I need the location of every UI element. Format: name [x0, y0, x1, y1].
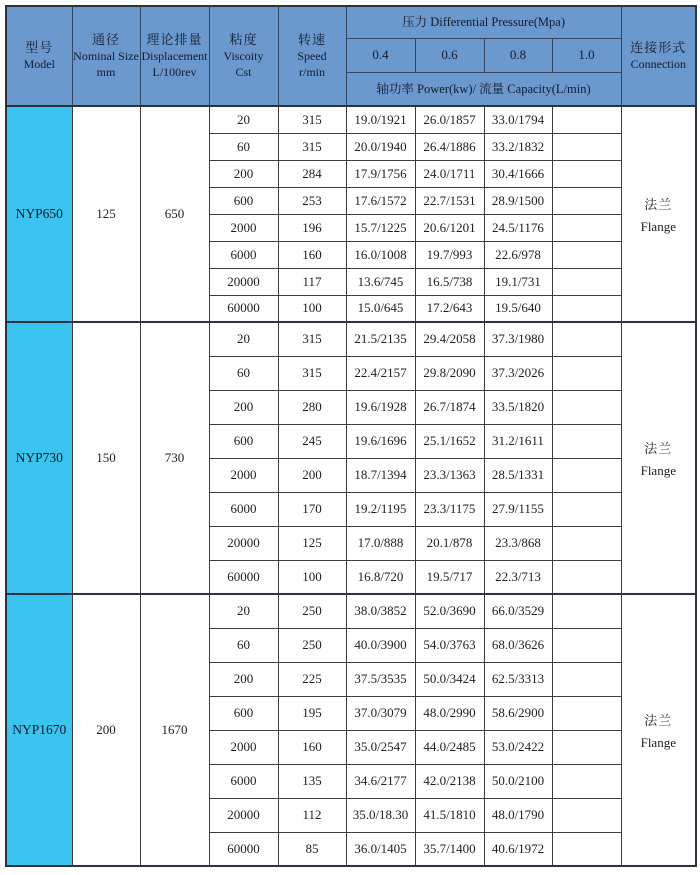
col-header-displacement-en: Displacement	[141, 49, 208, 63]
col-header-nominal-size-en: Nominal Size	[73, 49, 139, 63]
col-header-speed	[278, 6, 346, 106]
viscosity-cell: 2000	[209, 730, 278, 764]
viscosity-cell: 2000	[209, 214, 278, 241]
pressure-0.8-cell: 37.3/2026	[484, 356, 552, 390]
pressure-0.4-cell: 19.0/1921	[346, 106, 415, 133]
viscosity-cell: 20	[209, 594, 278, 628]
pressure-1.0-cell	[552, 696, 621, 730]
pressure-0.8-cell: 23.3/868	[484, 526, 552, 560]
viscosity-cell: 60	[209, 356, 278, 390]
pressure-0.4-cell: 19.6/1928	[346, 390, 415, 424]
viscosity-cell: 60000	[209, 560, 278, 594]
pressure-0.4-cell: 35.0/2547	[346, 730, 415, 764]
col-header-viscosity	[209, 6, 278, 106]
pressure-0.4-cell: 37.0/3079	[346, 696, 415, 730]
col-header-viscosity-unit: Cst	[235, 65, 252, 79]
viscosity-cell: 6000	[209, 492, 278, 526]
speed-cell: 225	[278, 662, 346, 696]
pressure-1.0-cell	[552, 662, 621, 696]
pressure-0.4-cell: 38.0/3852	[346, 594, 415, 628]
pressure-0.4-cell: 15.0/645	[346, 295, 415, 322]
pressure-1.0-cell	[552, 458, 621, 492]
displacement-cell: 1670	[140, 594, 209, 866]
nominal-size-cell: 125	[72, 106, 140, 322]
pressure-0.8-cell: 40.6/1972	[484, 832, 552, 866]
pressure-0.6-cell: 52.0/3690	[415, 594, 484, 628]
viscosity-cell: 20000	[209, 798, 278, 832]
connection-zh: 法兰	[644, 712, 673, 728]
col-header-connection-en: Connection	[630, 57, 686, 71]
pressure-0.6-cell: 22.7/1531	[415, 187, 484, 214]
pressure-value-0.6: 0.6	[415, 38, 484, 72]
model-cell: NYP730	[6, 322, 72, 594]
pressure-1.0-cell	[552, 560, 621, 594]
pressure-0.6-cell: 17.2/643	[415, 295, 484, 322]
speed-cell: 245	[278, 424, 346, 458]
pressure-0.8-cell: 19.5/640	[484, 295, 552, 322]
speed-cell: 160	[278, 730, 346, 764]
pressure-0.4-cell: 37.5/3535	[346, 662, 415, 696]
header-row-top	[6, 6, 696, 38]
pressure-0.4-cell: 21.5/2135	[346, 322, 415, 356]
col-header-speed-en: Speed	[297, 49, 327, 63]
col-header-viscosity-en: Viscoity	[223, 49, 264, 63]
pressure-0.4-cell: 15.7/1225	[346, 214, 415, 241]
viscosity-cell: 60	[209, 628, 278, 662]
viscosity-cell: 20000	[209, 526, 278, 560]
pressure-1.0-cell	[552, 492, 621, 526]
speed-cell: 170	[278, 492, 346, 526]
pressure-1.0-cell	[552, 764, 621, 798]
table-header	[6, 6, 696, 106]
pressure-0.8-cell: 22.3/713	[484, 560, 552, 594]
viscosity-cell: 20	[209, 106, 278, 133]
pressure-1.0-cell	[552, 160, 621, 187]
pressure-1.0-cell	[552, 241, 621, 268]
pressure-0.4-cell: 34.6/2177	[346, 764, 415, 798]
connection-zh: 法兰	[644, 440, 673, 456]
col-header-displacement-zh: 理论排量	[146, 32, 203, 47]
pressure-0.4-cell: 18.7/1394	[346, 458, 415, 492]
pressure-0.8-cell: 31.2/1611	[484, 424, 552, 458]
pressure-0.6-cell: 54.0/3763	[415, 628, 484, 662]
pressure-0.4-cell: 13.6/745	[346, 268, 415, 295]
pressure-1.0-cell	[552, 214, 621, 241]
pressure-value-0.4: 0.4	[346, 38, 415, 72]
pressure-1.0-cell	[552, 133, 621, 160]
spec-row	[6, 106, 696, 133]
speed-cell: 280	[278, 390, 346, 424]
pressure-0.8-cell: 33.5/1820	[484, 390, 552, 424]
col-header-speed-unit: r/min	[299, 65, 325, 79]
col-header-model-en: Model	[23, 57, 55, 71]
col-header-viscosity-zh: 粘度	[229, 32, 258, 47]
viscosity-cell: 60	[209, 133, 278, 160]
pressure-1.0-cell	[552, 594, 621, 628]
pressure-0.6-cell: 19.5/717	[415, 560, 484, 594]
pressure-0.8-cell: 33.2/1832	[484, 133, 552, 160]
speed-cell: 125	[278, 526, 346, 560]
pressure-0.8-cell: 28.9/1500	[484, 187, 552, 214]
pressure-1.0-cell	[552, 356, 621, 390]
speed-cell: 112	[278, 798, 346, 832]
col-header-model-zh: 型号	[25, 40, 54, 55]
pressure-1.0-cell	[552, 268, 621, 295]
col-header-nominal-size-zh: 通径	[91, 32, 120, 47]
pressure-0.6-cell: 19.7/993	[415, 241, 484, 268]
pressure-0.6-cell: 41.5/1810	[415, 798, 484, 832]
col-header-displacement	[140, 6, 209, 106]
pressure-1.0-cell	[552, 628, 621, 662]
viscosity-cell: 6000	[209, 764, 278, 798]
pressure-title-header: 压力 Differential Pressure(Mpa)	[346, 6, 621, 38]
pressure-1.0-cell	[552, 106, 621, 133]
pressure-0.8-cell: 62.5/3313	[484, 662, 552, 696]
pressure-0.6-cell: 42.0/2138	[415, 764, 484, 798]
pressure-0.6-cell: 25.1/1652	[415, 424, 484, 458]
pressure-0.6-cell: 23.3/1363	[415, 458, 484, 492]
pressure-0.6-cell: 23.3/1175	[415, 492, 484, 526]
pressure-0.8-cell: 68.0/3626	[484, 628, 552, 662]
pressure-0.6-cell: 26.0/1857	[415, 106, 484, 133]
pressure-0.8-cell: 66.0/3529	[484, 594, 552, 628]
pressure-0.4-cell: 36.0/1405	[346, 832, 415, 866]
model-cell: NYP650	[6, 106, 72, 322]
col-header-model	[6, 6, 72, 106]
pressure-0.6-cell: 20.6/1201	[415, 214, 484, 241]
viscosity-cell: 200	[209, 390, 278, 424]
speed-cell: 135	[278, 764, 346, 798]
connection-en: Flange	[640, 734, 676, 750]
viscosity-cell: 20	[209, 322, 278, 356]
pressure-0.8-cell: 33.0/1794	[484, 106, 552, 133]
nominal-size-cell: 150	[72, 322, 140, 594]
pressure-0.8-cell: 53.0/2422	[484, 730, 552, 764]
pressure-0.6-cell: 26.7/1874	[415, 390, 484, 424]
power-capacity-header: 轴功率 Power(kw)/ 流量 Capacity(L/min)	[346, 72, 621, 106]
speed-cell: 85	[278, 832, 346, 866]
connection-cell	[621, 594, 696, 866]
speed-cell: 195	[278, 696, 346, 730]
pressure-0.4-cell: 22.4/2157	[346, 356, 415, 390]
pressure-0.8-cell: 22.6/978	[484, 241, 552, 268]
pressure-1.0-cell	[552, 322, 621, 356]
pressure-0.6-cell: 50.0/3424	[415, 662, 484, 696]
pressure-0.4-cell: 19.6/1696	[346, 424, 415, 458]
col-header-nominal-size-unit: mm	[96, 65, 116, 79]
pressure-0.4-cell: 19.2/1195	[346, 492, 415, 526]
viscosity-cell: 200	[209, 662, 278, 696]
pressure-0.8-cell: 27.9/1155	[484, 492, 552, 526]
viscosity-cell: 20000	[209, 268, 278, 295]
pressure-0.4-cell: 17.6/1572	[346, 187, 415, 214]
speed-cell: 100	[278, 560, 346, 594]
pressure-1.0-cell	[552, 424, 621, 458]
pressure-1.0-cell	[552, 526, 621, 560]
spec-row	[6, 322, 696, 356]
pressure-0.4-cell: 16.8/720	[346, 560, 415, 594]
speed-cell: 250	[278, 628, 346, 662]
pressure-0.6-cell: 29.8/2090	[415, 356, 484, 390]
connection-zh: 法兰	[644, 196, 673, 212]
col-header-connection	[621, 6, 696, 106]
speed-cell: 284	[278, 160, 346, 187]
pressure-0.6-cell: 44.0/2485	[415, 730, 484, 764]
col-header-speed-zh: 转速	[297, 32, 326, 47]
pressure-0.8-cell: 48.0/1790	[484, 798, 552, 832]
nominal-size-cell: 200	[72, 594, 140, 866]
speed-cell: 100	[278, 295, 346, 322]
col-header-connection-zh: 连接形式	[630, 40, 687, 55]
viscosity-cell: 600	[209, 187, 278, 214]
speed-cell: 160	[278, 241, 346, 268]
speed-cell: 315	[278, 322, 346, 356]
pressure-0.4-cell: 35.0/18.30	[346, 798, 415, 832]
displacement-cell: 730	[140, 322, 209, 594]
speed-cell: 253	[278, 187, 346, 214]
pump-spec-table	[5, 5, 697, 867]
pressure-1.0-cell	[552, 798, 621, 832]
pressure-0.6-cell: 35.7/1400	[415, 832, 484, 866]
viscosity-cell: 600	[209, 424, 278, 458]
speed-cell: 250	[278, 594, 346, 628]
pressure-0.6-cell: 29.4/2058	[415, 322, 484, 356]
spec-row	[6, 594, 696, 628]
pressure-value-1.0: 1.0	[552, 38, 621, 72]
pressure-0.8-cell: 58.6/2900	[484, 696, 552, 730]
speed-cell: 117	[278, 268, 346, 295]
speed-cell: 315	[278, 356, 346, 390]
pressure-0.8-cell: 37.3/1980	[484, 322, 552, 356]
pressure-1.0-cell	[552, 832, 621, 866]
pressure-value-0.8: 0.8	[484, 38, 552, 72]
model-cell: NYP1670	[6, 594, 72, 866]
pressure-1.0-cell	[552, 390, 621, 424]
pressure-0.6-cell: 26.4/1886	[415, 133, 484, 160]
viscosity-cell: 6000	[209, 241, 278, 268]
col-header-nominal-size	[72, 6, 140, 106]
viscosity-cell: 60000	[209, 295, 278, 322]
pressure-0.8-cell: 28.5/1331	[484, 458, 552, 492]
pressure-0.4-cell: 16.0/1008	[346, 241, 415, 268]
col-header-displacement-unit: L/100rev	[152, 65, 197, 79]
pressure-1.0-cell	[552, 295, 621, 322]
pressure-0.4-cell: 17.9/1756	[346, 160, 415, 187]
viscosity-cell: 600	[209, 696, 278, 730]
viscosity-cell: 2000	[209, 458, 278, 492]
pressure-0.4-cell: 20.0/1940	[346, 133, 415, 160]
pressure-0.4-cell: 40.0/3900	[346, 628, 415, 662]
pressure-1.0-cell	[552, 730, 621, 764]
viscosity-cell: 200	[209, 160, 278, 187]
pressure-0.6-cell: 20.1/878	[415, 526, 484, 560]
connection-en: Flange	[640, 462, 676, 478]
connection-cell	[621, 106, 696, 322]
pressure-0.8-cell: 50.0/2100	[484, 764, 552, 798]
spec-table-body	[6, 106, 696, 866]
connection-cell	[621, 322, 696, 594]
connection-en: Flange	[640, 218, 676, 234]
pressure-0.6-cell: 48.0/2990	[415, 696, 484, 730]
speed-cell: 315	[278, 133, 346, 160]
pressure-0.8-cell: 30.4/1666	[484, 160, 552, 187]
speed-cell: 315	[278, 106, 346, 133]
speed-cell: 200	[278, 458, 346, 492]
pressure-0.4-cell: 17.0/888	[346, 526, 415, 560]
pressure-0.8-cell: 19.1/731	[484, 268, 552, 295]
pressure-0.6-cell: 16.5/738	[415, 268, 484, 295]
pressure-1.0-cell	[552, 187, 621, 214]
speed-cell: 196	[278, 214, 346, 241]
pressure-0.6-cell: 24.0/1711	[415, 160, 484, 187]
pressure-0.8-cell: 24.5/1176	[484, 214, 552, 241]
viscosity-cell: 60000	[209, 832, 278, 866]
displacement-cell: 650	[140, 106, 209, 322]
